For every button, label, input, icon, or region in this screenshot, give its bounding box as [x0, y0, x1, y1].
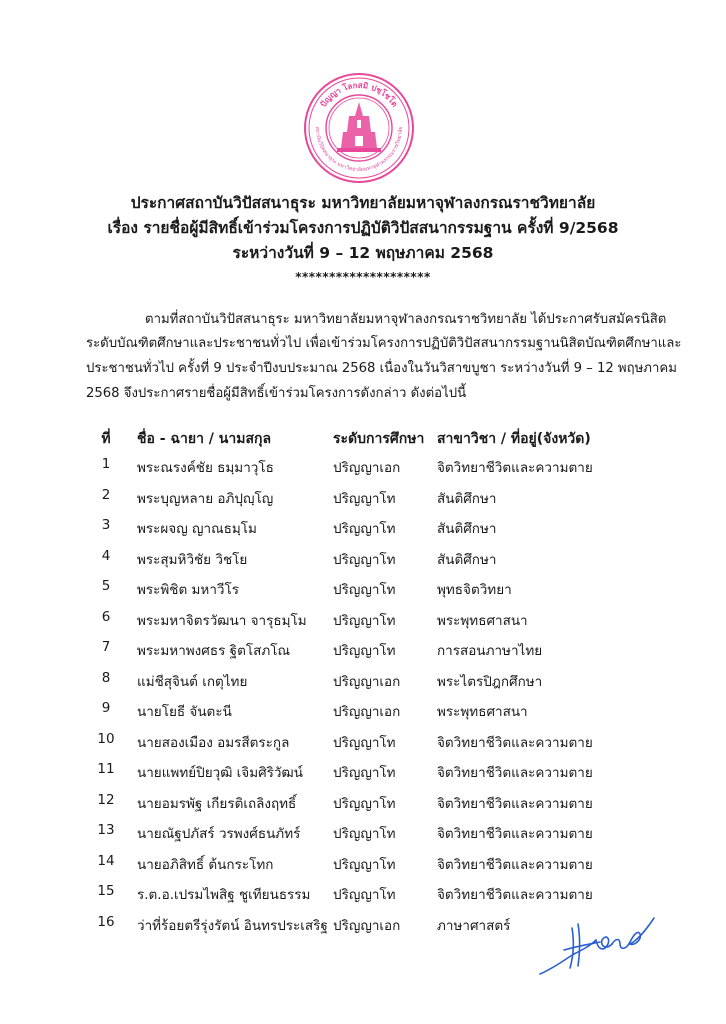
participant-name: นายสองเมือง อมรสีตระกูล [137, 734, 290, 751]
body-paragraph-line: ประชาชนทั่วไป ครั้งที่ 9 ประจำปีงบประมาณ 2568 เนื่องในวันวิสาขบูชา ระหว่างวันที่ 9 – 12 พฤษภาคม [86, 361, 677, 376]
body-paragraph-line: ตามที่สถาบันวิปัสสนาธุระ มหาวิทยาลัยมหาจุฬาลงกรณราชวิทยาลัย ได้ประกาศรับสมัครนิสิต [145, 312, 667, 327]
row-number: 9 [101, 700, 111, 716]
education-level: ปริญญาโท [333, 612, 396, 629]
education-level: ปริญญาเอก [333, 917, 401, 934]
column-header-education-level: ระดับการศึกษา [333, 431, 425, 447]
participant-name: พระบุญหลาย อภิปุญฺโญ [137, 490, 274, 507]
major-field: จิตวิทยาชีวิตและความตาย [437, 795, 593, 812]
separator-stars: ******************** [295, 270, 431, 284]
row-number: 5 [101, 578, 111, 594]
education-level: ปริญญาโท [333, 856, 396, 873]
handwritten-signature [534, 910, 660, 982]
major-field: พระพุทธศาสนา [437, 704, 528, 720]
participant-name: นายณัฐปภัสร์ วรพงศ์ธนภัทร์ [137, 826, 301, 842]
education-level: ปริญญาโท [333, 582, 396, 598]
major-field: สันติศึกษา [437, 490, 497, 507]
table-row [0, 853, 726, 877]
major-field: ภาษาศาสตร์ [437, 917, 511, 934]
major-field: จิตวิทยาชีวิตและความตาย [437, 826, 593, 842]
education-level: ปริญญาโท [333, 734, 396, 751]
major-field: การสอนภาษาไทย [437, 643, 543, 659]
participant-name: พระมหาจิตรวัฒนา จารุธมฺโม [137, 612, 307, 629]
row-number: 15 [97, 883, 115, 899]
table-row [0, 792, 726, 816]
participant-name: พระพิชิต มหาวีโร [137, 582, 239, 598]
major-field: จิตวิทยาชีวิตและความตาย [437, 887, 593, 903]
row-number: 10 [97, 730, 115, 747]
major-field: สันติศึกษา [437, 521, 497, 537]
education-level: ปริญญาโท [333, 887, 396, 903]
table-row [0, 609, 726, 633]
table-row [0, 578, 726, 602]
participant-name: ว่าที่ร้อยตรีรุ่งรัตน์ อินทรประเสริฐ [137, 917, 328, 934]
body-paragraph-line: 2568 จึงประกาศรายชื่อผู้มีสิทธิ์เข้าร่วมโครงการดังกล่าว ดังต่อไปนี้ [86, 386, 467, 401]
participant-name: พระณรงค์ชัย ธมฺมาวุโธ [137, 460, 274, 476]
table-row [0, 761, 726, 785]
column-header-name: ชื่อ - ฉายา / นามสกุล [137, 431, 272, 447]
major-field: จิตวิทยาชีวิตและความตาย [437, 856, 593, 873]
major-field: จิตวิทยาชีวิตและความตาย [437, 460, 593, 476]
education-level: ปริญญาโท [333, 521, 396, 537]
participant-name: แม่ชีสุจินต์ เกตุไทย [137, 673, 248, 690]
education-level: ปริญญาเอก [333, 460, 401, 476]
table-row [0, 670, 726, 694]
education-level: ปริญญาโท [333, 826, 396, 842]
major-field: พระไตรปิฎกศึกษา [437, 673, 543, 690]
row-number: 4 [101, 547, 111, 564]
row-number: 12 [97, 791, 115, 808]
table-row [0, 822, 726, 846]
svg-text:ปัญญา โลกสมิ ปชฺโชโต: ปัญญา โลกสมิ ปชฺโชโต [318, 80, 400, 109]
major-field: จิตวิทยาชีวิตและความตาย [437, 765, 593, 781]
institute-seal-logo [303, 72, 415, 184]
participant-name: นายโยธี จันตะนี [137, 704, 232, 720]
table-row [0, 517, 726, 541]
announcement-dates: ระหว่างวันที่ 9 – 12 พฤษภาคม 2568 [232, 244, 494, 262]
participant-name: นายอภิสิทธิ์ ต้นกระโทก [137, 856, 274, 873]
participant-name: ร.ต.อ.เปรมไพสิฐ ชูเทียนธรรม [137, 887, 311, 903]
education-level: ปริญญาโท [333, 551, 396, 568]
table-row [0, 456, 726, 480]
table-row [0, 883, 726, 907]
education-level: ปริญญาเอก [333, 704, 401, 720]
column-header-number: ที่ [101, 431, 111, 447]
participant-name: พระผจญ ญาณธมฺโม [137, 521, 257, 537]
row-number: 16 [97, 913, 115, 930]
table-row [0, 700, 726, 724]
education-level: ปริญญาโท [333, 765, 396, 781]
row-number: 8 [101, 669, 111, 686]
row-number: 7 [101, 639, 111, 655]
row-number: 11 [97, 761, 115, 777]
education-level: ปริญญาโท [333, 490, 396, 507]
major-field: จิตวิทยาชีวิตและความตาย [437, 734, 593, 751]
row-number: 2 [101, 486, 111, 503]
participant-name: พระสุมหิวิชัย วิชโย [137, 551, 248, 568]
table-row [0, 639, 726, 663]
row-number: 6 [101, 608, 111, 625]
major-field: สันติศึกษา [437, 551, 497, 568]
row-number: 14 [97, 852, 115, 869]
major-field: พระพุทธศาสนา [437, 612, 528, 629]
svg-text:สถาบันวิปัสสนาธุระ มหาวิทยาลัย: สถาบันวิปัสสนาธุระ มหาวิทยาลัยมหาจุฬาลงกรณราชวิทยาลัย [313, 126, 405, 174]
announcement-title: ประกาศสถาบันวิปัสสนาธุระ มหาวิทยาลัยมหาจุฬาลงกรณราชวิทยาลัย [130, 194, 596, 212]
row-number: 3 [101, 517, 111, 533]
row-number: 1 [101, 456, 111, 472]
major-field: พุทธจิตวิทยา [437, 582, 512, 598]
education-level: ปริญญาโท [333, 643, 396, 659]
table-row [0, 731, 726, 755]
participant-name: นายอมรพัฐ เกียรติเถลิงฤทธิ์ [137, 795, 297, 812]
education-level: ปริญญาโท [333, 795, 396, 812]
body-paragraph-line: ระดับบัณฑิตศึกษาและประชาชนทั่วไป เพื่อเข้าร่วมโครงการปฏิบัติวิปัสสนากรรมฐานนิสิตบัณฑิตศึกษาและ [86, 336, 682, 351]
table-row [0, 548, 726, 572]
table-row [0, 487, 726, 511]
education-level: ปริญญาเอก [333, 673, 401, 690]
row-number: 13 [97, 822, 115, 838]
announcement-subject: เรื่อง รายชื่อผู้มีสิทธิ์เข้าร่วมโครงการปฏิบัติวิปัสสนากรรมฐาน ครั้งที่ 9/2568 [107, 219, 619, 237]
participant-name: นายแพทย์ปิยวุฒิ เจิมศิริวัฒน์ [137, 765, 303, 781]
column-header-major: สาขาวิชา / ที่อยู่(จังหวัด) [437, 431, 591, 447]
participant-name: พระมหาพงศธร ฐิตโสภโณ [137, 643, 291, 659]
